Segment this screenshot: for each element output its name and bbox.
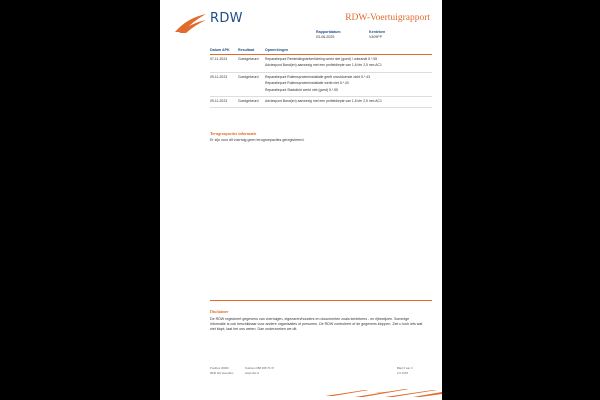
table-row: [210, 55, 432, 73]
apk-history-table: [210, 48, 432, 108]
apk-result: Goedgekeurd: [238, 55, 265, 73]
license-plate-label: Kenteken: [369, 30, 386, 34]
footer-address: [210, 366, 233, 376]
table-row: [210, 97, 432, 108]
table-row: [210, 72, 432, 96]
apk-result: Goedgekeurd: [238, 97, 265, 108]
remark-item: Reparatiepunt Remleidingstelverlichting werkt niet (goed) / onbrandt 5.*.55: [265, 57, 377, 61]
footer-postbus: Postbus 30000: [210, 366, 229, 370]
apk-date: 09-11-2023: [210, 97, 238, 108]
footer-version: 2.0.1078: [397, 371, 408, 375]
footer-pagination: [397, 366, 413, 376]
document-title: RDW-Voertuigrapport: [345, 13, 430, 23]
apk-date: 07-11-2024: [210, 55, 238, 73]
footer-page: Blad 3 van 3: [397, 366, 413, 370]
decorative-stripes: [325, 388, 442, 398]
license-plate-value: V409FP: [369, 35, 382, 39]
footer-city: 9640 RA Veendam: [210, 371, 234, 375]
apk-date: 09-11-2023: [210, 72, 238, 96]
brand-name: RDW: [210, 11, 243, 26]
remark-item: Reparatiepunt Stadslicht werkt niet (goed) 5.*.55: [265, 87, 338, 92]
report-page: [160, 0, 442, 400]
column-header-date: Datum APK: [210, 48, 238, 55]
footer-phone: Telefoon 088 008 70 47: [245, 366, 275, 370]
disclaimer-text: De RDW registreert gegevens van voertuigen, eigenaren/houders en documenten zoals kentekens - en rijbewijzen. Sommige informatie is ook beschikbaar voor andere organisaties of personen. De RDW controleert of de gegevens kloppen. Ziet u toch iets wat niet klopt, laat het ons weten. Dan onderzoeken we dit.: [210, 317, 423, 331]
remark-item: Adviespunt Band(en) aanwezig met een profieldiepte van 1,6 t/m 2,5 mm AC1: [265, 63, 382, 68]
remark-item: Reparatiepunt Ruitensproeierinstallatie werkt niet 5.*.43: [265, 81, 349, 86]
report-date: [316, 30, 341, 40]
column-header-result: Resultaat: [238, 48, 265, 55]
column-header-remarks: Opmerkingen: [265, 48, 432, 55]
divider: [210, 300, 432, 301]
apk-remarks: [265, 55, 432, 73]
report-date-label: Rapportdatum: [316, 30, 341, 34]
footer-contact: [245, 366, 274, 376]
remark-item: Reparatiepunt Ruitensproeierinstallatie geeft onvoldoende zicht 5.*.43: [265, 74, 370, 79]
disclaimer-heading: Disclaimer: [210, 309, 229, 314]
apk-result: Goedgekeurd: [238, 72, 265, 96]
remark-item: Adviespunt Band(en) aanwezig met een profieldiepte van 1,6 t/m 2,5 mm AC1: [265, 99, 382, 104]
footer-web: www.rdw.nl: [245, 371, 259, 375]
license-plate: [369, 30, 385, 40]
apk-remarks: [265, 72, 432, 96]
report-date-value: 03-06-2025: [316, 35, 335, 39]
apk-remarks: [265, 97, 432, 108]
recalls-heading: Terugroepacties informatie: [210, 131, 257, 136]
recalls-text: Er zijn voor dit voertuig geen terugroepacties geregistreerd.: [210, 138, 305, 142]
rdw-logo-icon: [173, 12, 207, 34]
